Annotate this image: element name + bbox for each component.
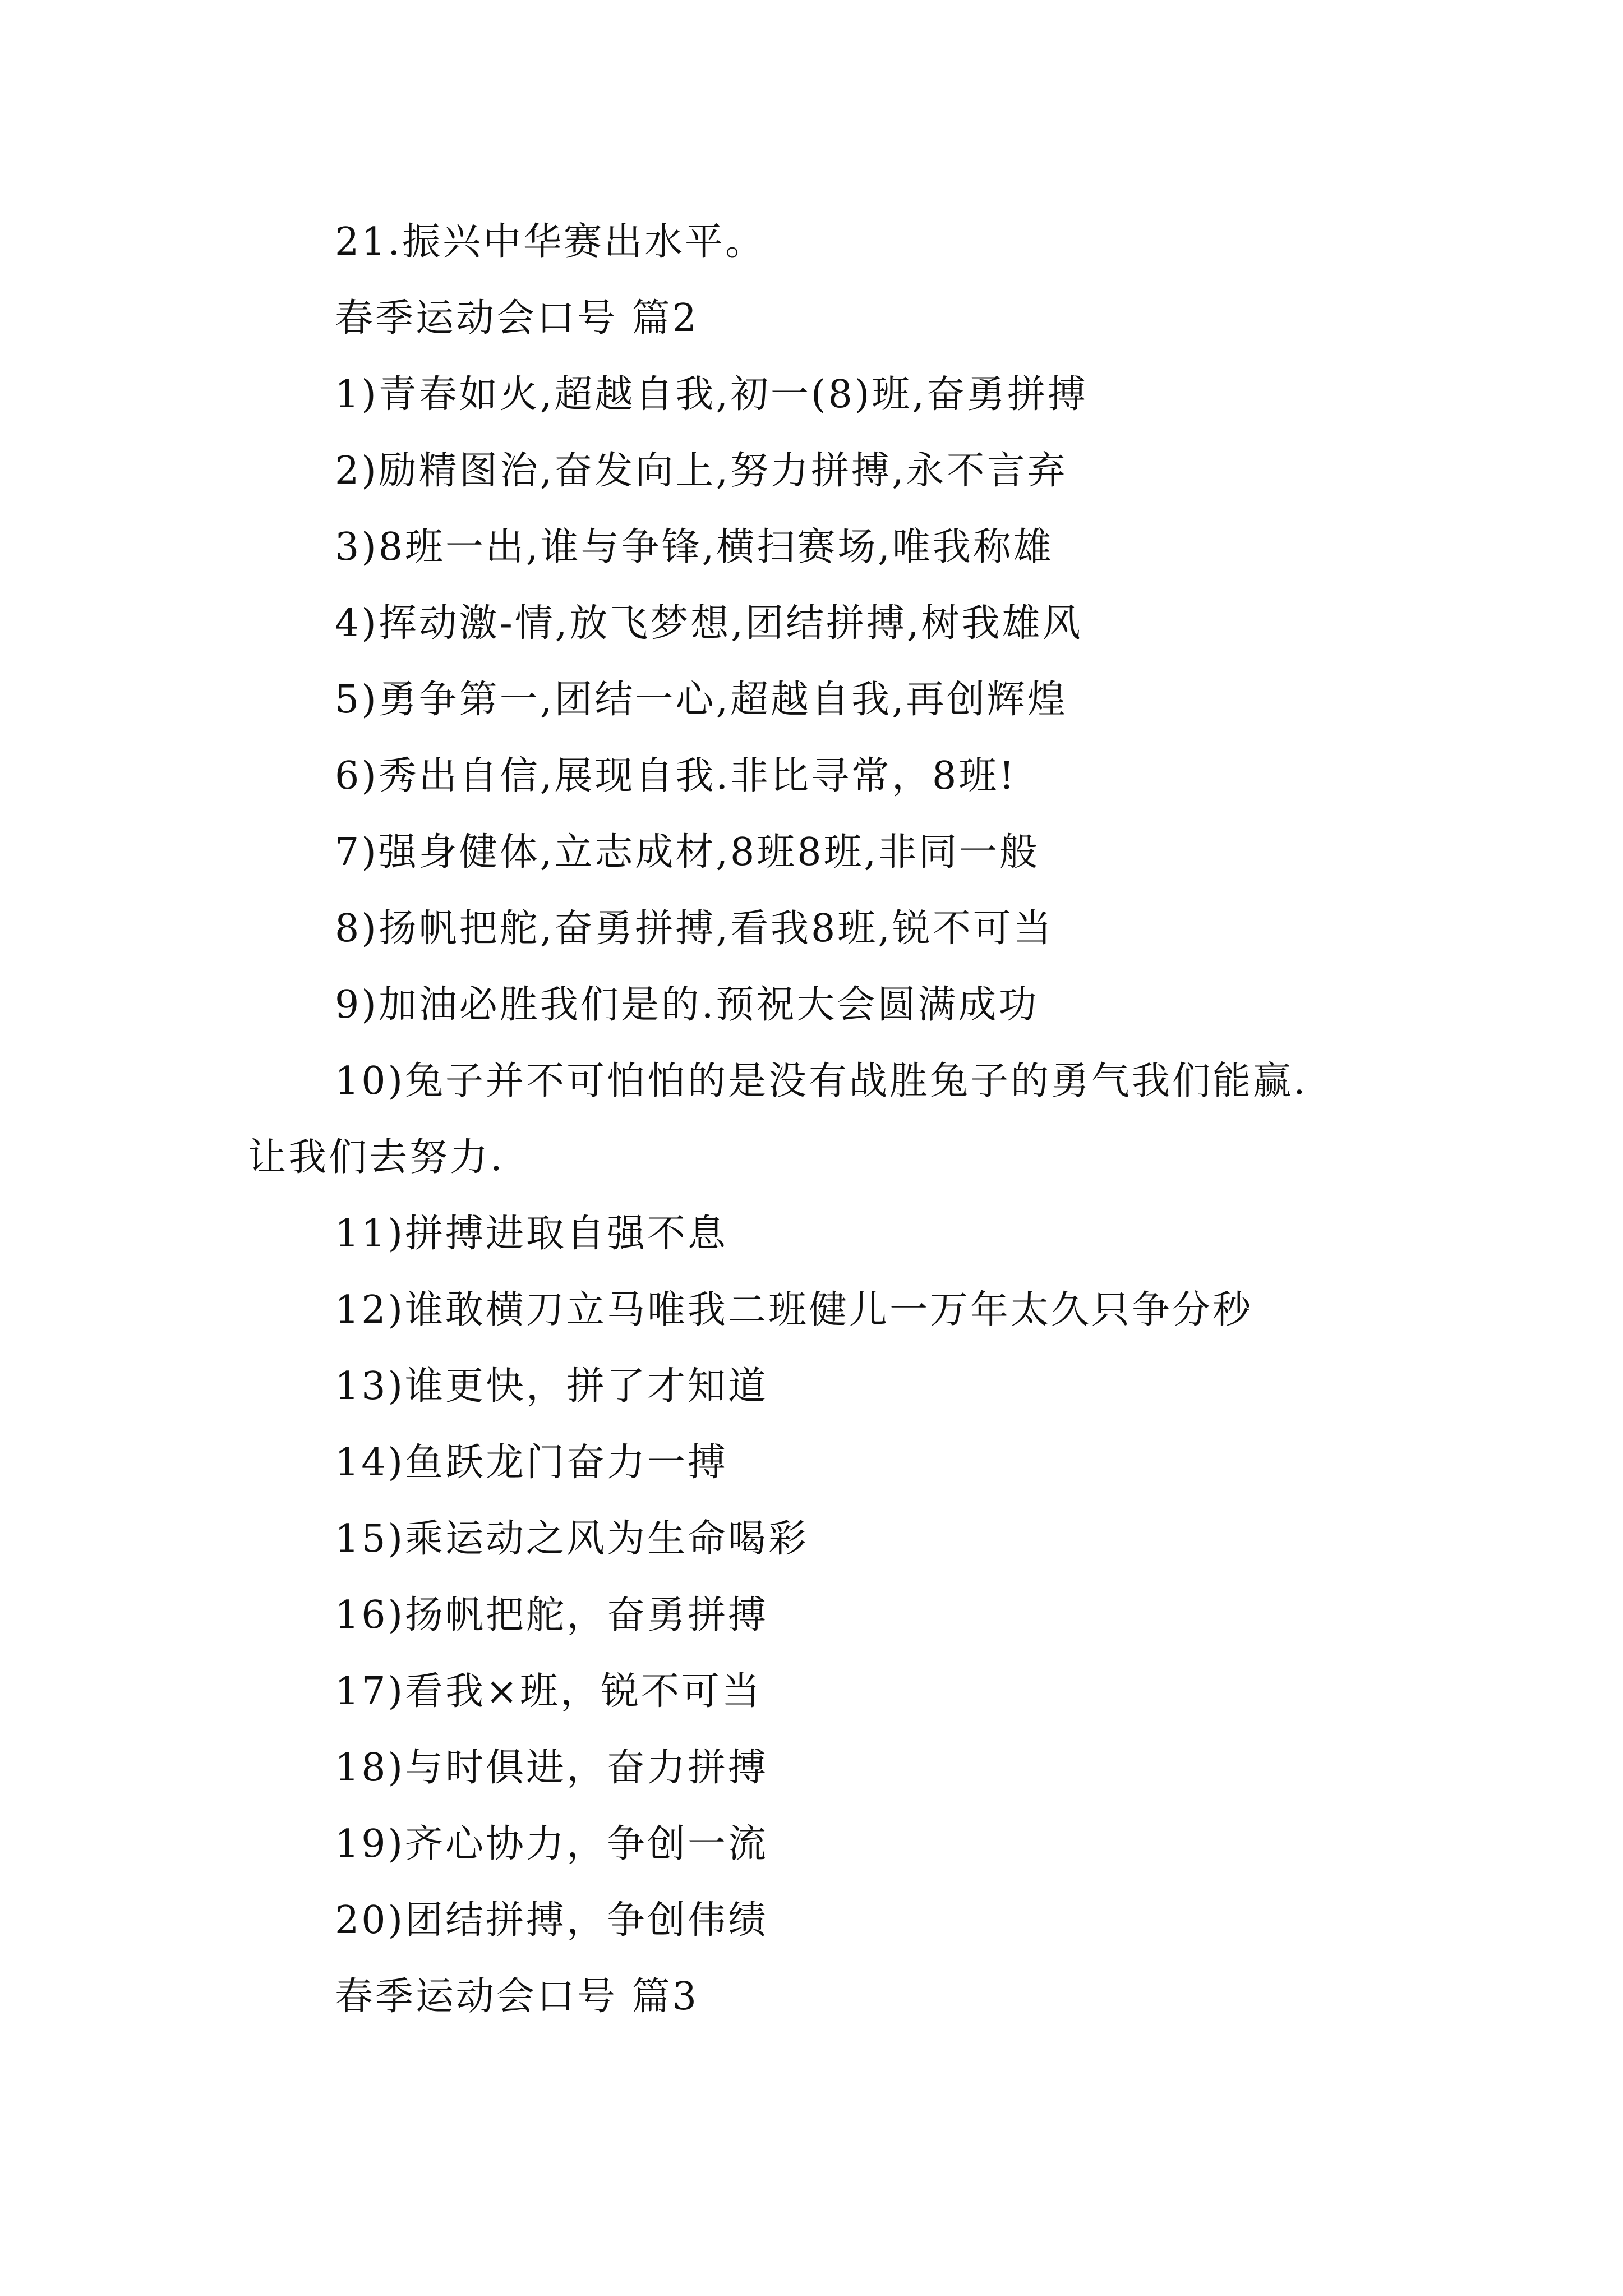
slogan-5: 5)勇争第一,团结一心,超越自我,再创辉煌 (335, 678, 1068, 722)
section-heading-3: 春季运动会口号 篇3 (335, 1975, 699, 2019)
slogan-21: 21.振兴中华赛出水平。 (335, 220, 766, 264)
slogan-13: 13)谁更快，拼了才知道 (335, 1364, 769, 1409)
slogan-19: 19)齐心协力，争创一流 (335, 1822, 769, 1866)
slogan-7: 7)强身健体,立志成材,8班8班,非同一般 (335, 830, 1040, 875)
slogan-6: 6)秀出自信,展现自我.非比寻常，8班! (335, 754, 1017, 798)
slogan-18: 18)与时俱进，奋力拼搏 (335, 1746, 769, 1790)
slogan-14: 14)鱼跃龙门奋力一搏 (335, 1441, 728, 1485)
slogan-8: 8)扬帆把舵,奋勇拼搏,看我8班,锐不可当 (335, 907, 1054, 951)
slogan-17: 17)看我×班，锐不可当 (335, 1669, 763, 1714)
slogan-10-continued: 让我们去努力. (248, 1135, 505, 1180)
slogan-15: 15)乘运动之风为生命喝彩 (335, 1517, 809, 1561)
slogan-3: 3)8班一出,谁与争锋,横扫赛场,唯我称雄 (335, 525, 1054, 569)
slogan-9: 9)加油必胜我们是的.预祝大会圆满成功 (335, 983, 1039, 1027)
slogan-12: 12)谁敢横刀立马唯我二班健儿一万年太久只争分秒 (335, 1288, 1253, 1332)
slogan-1: 1)青春如火,超越自我,初一(8)班,奋勇拼搏 (335, 372, 1088, 417)
slogan-10: 10)兔子并不可怕怕的是没有战胜兔子的勇气我们能赢. (335, 1059, 1308, 1103)
slogan-2: 2)励精图治,奋发向上,努力拼搏,永不言弃 (335, 449, 1068, 493)
slogan-11: 11)拼搏进取自强不息 (335, 1212, 728, 1256)
slogan-20: 20)团结拼搏，争创伟绩 (335, 1898, 769, 1943)
section-heading-2: 春季运动会口号 篇2 (335, 296, 699, 341)
slogan-4: 4)挥动激-情,放飞梦想,团结拼搏,树我雄风 (335, 601, 1083, 646)
slogan-16: 16)扬帆把舵，奋勇拼搏 (335, 1593, 769, 1637)
